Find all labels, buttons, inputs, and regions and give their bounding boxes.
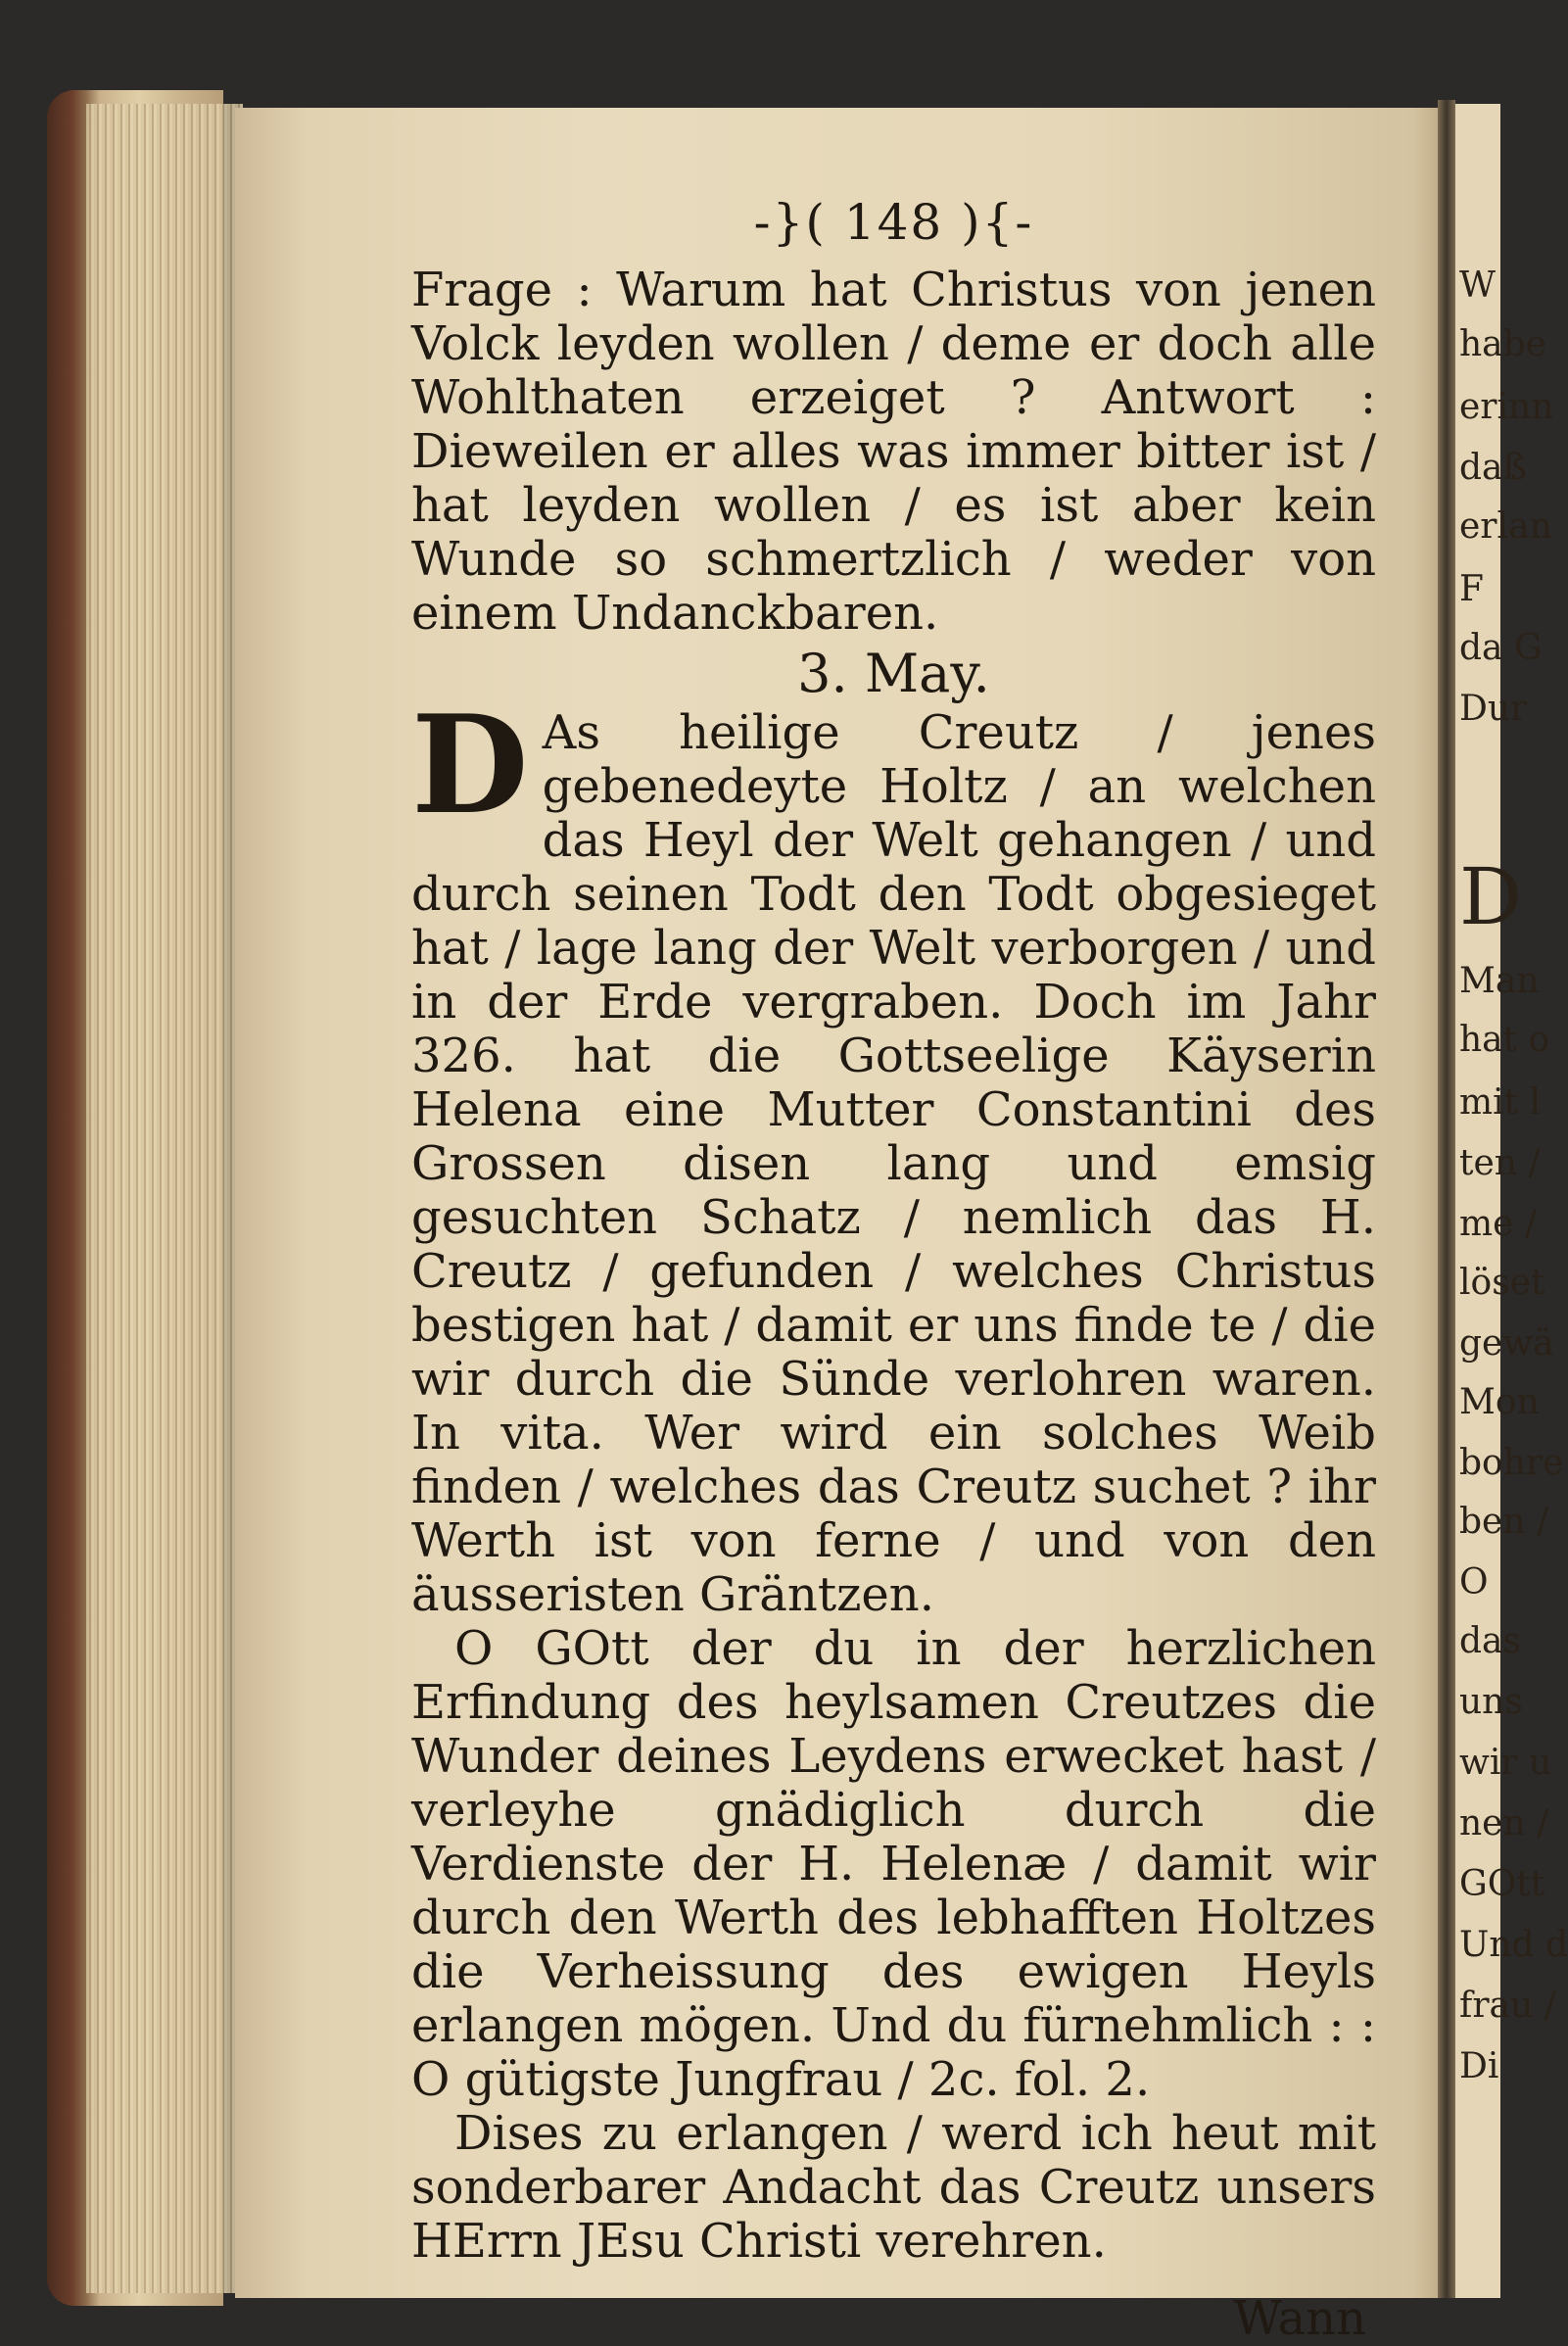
fragment-line: uns [1459,1682,1523,1722]
fragment-line: mit l [1459,1082,1542,1123]
main-paragraph-text: As heilige Creutz / jenes gebenedeyte Holtz / an welchen das Heyl der Welt gehangen / und durch seinen Todt den Todt obgesieget hat / lage lang der Welt verborgen / und in der Erde vergraben. Doch im Jahr 326. hat die Gottseelige Käyserin Helena eine Mutter Constantini des Grossen disen lang und emsig gesuchten Schatz / nemlich das H. Creutz / gefunden / welches Christus bestigen hat / damit er uns finde te / die wir durch die Sünde verlohren waren. In vita. Wer wird ein solches Weib finden / welches das Creutz suchet ? ihr Werth ist von ferne / und von den äusseristen Gräntzen. [411,705,1376,1622]
drop-cap: D [411,685,529,844]
prayer-paragraph: O GOtt der du in der herzlichen Erfindung des heylsamen Creutzes die Wunder deines Leydens erwecket hast / verleyhe gnädiglich durch die Verdienste der H. Helenæ / damit wir durch den Werth des lebhafften Holtzes die Verheissung des ewigen Heyls erlangen mögen. Und du fürnehmlich : : O gütigste Jungfrau / 2c. fol. 2. [411,1621,1376,2107]
book-gutter [1438,100,1455,2298]
fragment-line: gewä [1459,1323,1554,1364]
fragment-line: wir u [1459,1743,1552,1783]
fragment-line: frau / [1459,1986,1556,2026]
fragment-line: da G [1459,628,1543,668]
catchword: Wann [1233,2291,1366,2346]
fragment-line: D [1459,851,1523,942]
fragment-line: Man [1459,961,1540,1001]
fragment-line: O [1459,1562,1489,1603]
fragment-line: Di [1459,2046,1499,2086]
fragment-line: Mon [1459,1382,1540,1422]
page-edges [86,104,243,2293]
fragment-line: nen / [1459,1803,1549,1843]
right-page-fragment [1455,104,1568,2298]
fragment-line: GOtt [1459,1864,1545,1904]
fragment-line: das [1459,1621,1521,1661]
fragment-line: hat o [1459,1020,1550,1060]
fragment-line: F [1459,569,1484,609]
main-paragraph [411,685,1376,1622]
question-paragraph: Frage : Warum hat Christus von jenen Volck leyden wollen / deme er doch alle Wohlthaten erzeiget ? Antwort : Dieweilen er alles was immer bitter ist / hat leyden wollen / es ist aber kein Wunde so schmertzlich / weder von einem Undanckbaren. [411,263,1376,641]
fragment-line: erlan [1459,506,1552,547]
date-heading: 3. May. [797,643,990,704]
fragment-line: ten / [1459,1143,1541,1183]
fragment-line: habe [1459,324,1546,364]
fragment-line: me / [1459,1204,1538,1244]
page-text [411,196,1376,2346]
fragment-line: Und d [1459,1925,1568,1965]
fragment-line: daß [1459,448,1527,488]
fragment-line: bohre [1459,1443,1564,1483]
fragment-line: ben / [1459,1502,1549,1542]
fragment-line: erinn [1459,387,1554,427]
fragment-line: löset [1459,1263,1545,1303]
final-paragraph: Dises zu erlangen / werd ich heut mit sonderbarer Andacht das Creutz unsers HErrn JEsu Christi verehren. [411,2106,1376,2269]
fragment-line: W [1459,265,1497,306]
fragment-line: Dur [1459,689,1528,729]
page-header: -}( 148 ){- [753,194,1034,251]
